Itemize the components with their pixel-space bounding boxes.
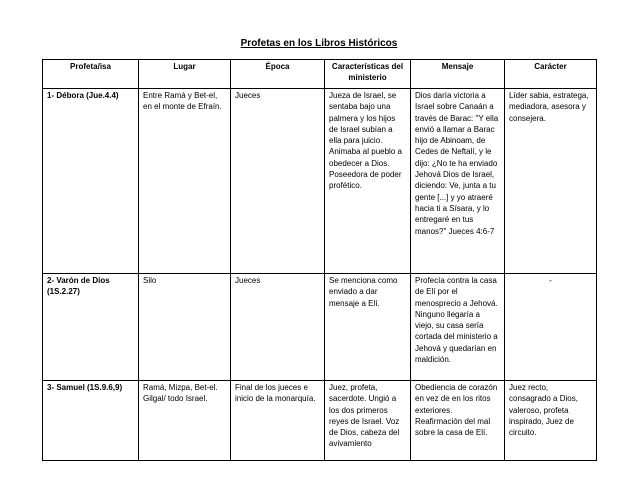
cell-profeta: 1- Débora (Jue.4.4) xyxy=(43,89,139,274)
cell-lugar: Entre Ramá y Bet-el, en el monte de Efraín. xyxy=(139,89,231,274)
cell-epoca: Final de los jueces e inicio de la monarquía. xyxy=(231,381,325,461)
prophets-table xyxy=(42,59,597,461)
cell-profeta: 2- Varón de Dios (1S.2.27) xyxy=(43,274,139,381)
document-title-text: Profetas en los Libros Históricos xyxy=(240,38,398,49)
header-epoca: Época xyxy=(231,60,325,89)
cell-lugar: Silo xyxy=(139,274,231,381)
cell-profeta: 3- Samuel (1S.9.6,9) xyxy=(43,381,139,461)
cell-caracteristicas: Se menciona como enviado a dar mensaje a Elí. xyxy=(325,274,411,381)
cell-caracteristicas: Jueza de Israel, se sentaba bajo una palmera y los hijos de Israel subían a ella para juicio. Animaba al pueblo a obedecer a Dios. Poseedora de poder profético. xyxy=(325,89,411,274)
table-row xyxy=(43,274,597,381)
header-lugar: Lugar xyxy=(139,60,231,89)
cell-mensaje: Dios daría victoria a Israel sobre Canaán a través de Barac: "Y ella envió a llamar a Barac hijo de Abinoam, de Cedes de Neftalí, y le dijo: ¿No te ha enviado Jehová Dios de Israel, diciendo: Ve, junta a tu gente [...] y yo atraeré hacia ti a Sísara, y lo entregaré en tus manos?" Jueces 4:6-7 xyxy=(411,89,505,274)
table-row xyxy=(43,381,597,461)
cell-epoca: Jueces xyxy=(231,274,325,381)
header-profeta: Profeta/isa xyxy=(43,60,139,89)
header-caracter: Carácter xyxy=(505,60,597,89)
header-mensaje: Mensaje xyxy=(411,60,505,89)
table-header-row xyxy=(43,60,597,89)
cell-caracter: - xyxy=(505,274,597,381)
cell-caracter: Juez recto, consagrado a Dios, valeroso, profeta inspirado, Juez de circuito. xyxy=(505,381,597,461)
cell-lugar: Ramá, Mizpa, Bet-el. Gilgal/ todo Israel. xyxy=(139,381,231,461)
cell-caracteristicas: Juez, profeta, sacerdote. Ungió a los dos primeros reyes de Israel. Voz de Dios, cabeza del avivamiento xyxy=(325,381,411,461)
cell-caracter: Líder sabia, estratega, mediadora, asesora y consejera. xyxy=(505,89,597,274)
cell-mensaje: Profecía contra la casa de Elí por el menosprecio a Jehová. Ninguno llegaría a viejo, su casa sería cortada del ministerio a Jehová y quedarían en maldición. xyxy=(411,274,505,381)
document-title xyxy=(0,38,638,49)
cell-mensaje: Obediencia de corazón en vez de en los ritos exteriores. Reafirmación del mal sobre la casa de Elí. xyxy=(411,381,505,461)
cell-epoca: Jueces xyxy=(231,89,325,274)
header-caracteristicas: Características del ministerio xyxy=(325,60,411,89)
table-row xyxy=(43,89,597,274)
